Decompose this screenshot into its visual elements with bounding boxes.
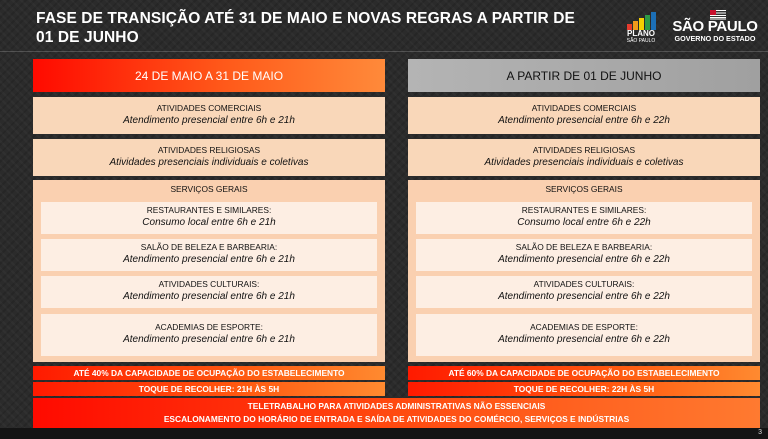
religiosas-box	[408, 139, 760, 176]
servicos-box	[33, 180, 385, 362]
footer-banner	[33, 398, 760, 428]
servico-restaurantes	[416, 202, 752, 234]
servico-culturais	[41, 276, 377, 308]
comercio-value: Atendimento presencial entre 6h e 22h	[498, 115, 670, 126]
servico-value: Atendimento presencial entre 6h e 21h	[123, 291, 295, 302]
servico-value: Consumo local entre 6h e 21h	[142, 217, 276, 228]
comercio-label: ATIVIDADES COMERCIAIS	[156, 103, 262, 113]
servicos-title: SERVIÇOS GERAIS	[170, 184, 248, 194]
servico-label: RESTAURANTES E SIMILARES:	[146, 205, 272, 215]
footer-line-teletrabalho: TELETRABALHO PARA ATIVIDADES ADMINISTRATIVAS NÃO ESSENCIAIS	[247, 401, 546, 411]
religiosas-box	[33, 139, 385, 176]
column-header-maio: 24 DE MAIO A 31 DE MAIO	[33, 59, 385, 92]
comercio-value: Atendimento presencial entre 6h e 21h	[123, 115, 295, 126]
toque-recolher-banner: TOQUE DE RECOLHER: 22H ÀS 5H	[408, 382, 760, 396]
plano-sao-paulo-logo	[624, 12, 658, 46]
sp-logo-sub: GOVERNO DO ESTADO	[674, 34, 756, 43]
servicos-box	[408, 180, 760, 362]
servico-label: ACADEMIAS DE ESPORTE:	[530, 322, 638, 332]
religiosas-value: Atividades presenciais individuais e coletivas	[484, 157, 684, 168]
page-number: 3	[758, 429, 762, 436]
column-header-junho: A PARTIR DE 01 DE JUNHO	[408, 59, 760, 92]
servico-value: Atendimento presencial entre 6h e 22h	[498, 254, 670, 265]
plano-logo-name: PLANO	[627, 29, 655, 38]
plano-bars-icon	[627, 12, 656, 30]
servico-label: ATIVIDADES CULTURAIS:	[158, 279, 260, 289]
servicos-title: SERVIÇOS GERAIS	[545, 184, 623, 194]
title-divider	[0, 51, 768, 52]
governo-sp-logo	[668, 10, 762, 46]
servico-value: Atendimento presencial entre 6h e 22h	[498, 334, 670, 345]
servico-value: Atendimento presencial entre 6h e 22h	[498, 291, 670, 302]
servico-value: Consumo local entre 6h e 22h	[517, 217, 651, 228]
plano-logo-sub: SÃO PAULO	[626, 38, 656, 44]
servico-label: SALÃO DE BELEZA E BARBEARIA:	[140, 242, 278, 252]
bottom-bar	[0, 428, 768, 439]
footer-line-escalonamento: ESCALONAMENTO DO HORÁRIO DE ENTRADA E SAÍDA DE ATIVIDADES DO COMÉRCIO, SERVIÇOS E INDÚSTRIAS	[163, 414, 630, 424]
servico-value: Atendimento presencial entre 6h e 21h	[123, 254, 295, 265]
servico-restaurantes	[41, 202, 377, 234]
comercio-box	[408, 97, 760, 134]
servico-salao	[416, 239, 752, 271]
servico-label: SALÃO DE BELEZA E BARBEARIA:	[515, 242, 653, 252]
servico-label: ACADEMIAS DE ESPORTE:	[155, 322, 263, 332]
toque-recolher-banner: TOQUE DE RECOLHER: 21H ÀS 5H	[33, 382, 385, 396]
servico-academias	[416, 314, 752, 356]
servico-academias	[41, 314, 377, 356]
servico-salao	[41, 239, 377, 271]
comercio-label: ATIVIDADES COMERCIAIS	[531, 103, 637, 113]
religiosas-value: Atividades presenciais individuais e coletivas	[109, 157, 309, 168]
slide-title: FASE DE TRANSIÇÃO ATÉ 31 DE MAIO E NOVAS REGRAS A PARTIR DE 01 DE JUNHO	[36, 10, 575, 46]
servico-label: RESTAURANTES E SIMILARES:	[521, 205, 647, 215]
capacidade-banner: ATÉ 60% DA CAPACIDADE DE OCUPAÇÃO DO ESTABELECIMENTO	[408, 366, 760, 380]
religiosas-label: ATIVIDADES RELIGIOSAS	[532, 145, 636, 155]
comercio-box	[33, 97, 385, 134]
servico-value: Atendimento presencial entre 6h e 21h	[123, 334, 295, 345]
servico-label: ATIVIDADES CULTURAIS:	[533, 279, 635, 289]
sp-logo-name: SÃO PAULO	[672, 18, 758, 35]
servico-culturais	[416, 276, 752, 308]
capacidade-banner: ATÉ 40% DA CAPACIDADE DE OCUPAÇÃO DO ESTABELECIMENTO	[33, 366, 385, 380]
religiosas-label: ATIVIDADES RELIGIOSAS	[157, 145, 261, 155]
